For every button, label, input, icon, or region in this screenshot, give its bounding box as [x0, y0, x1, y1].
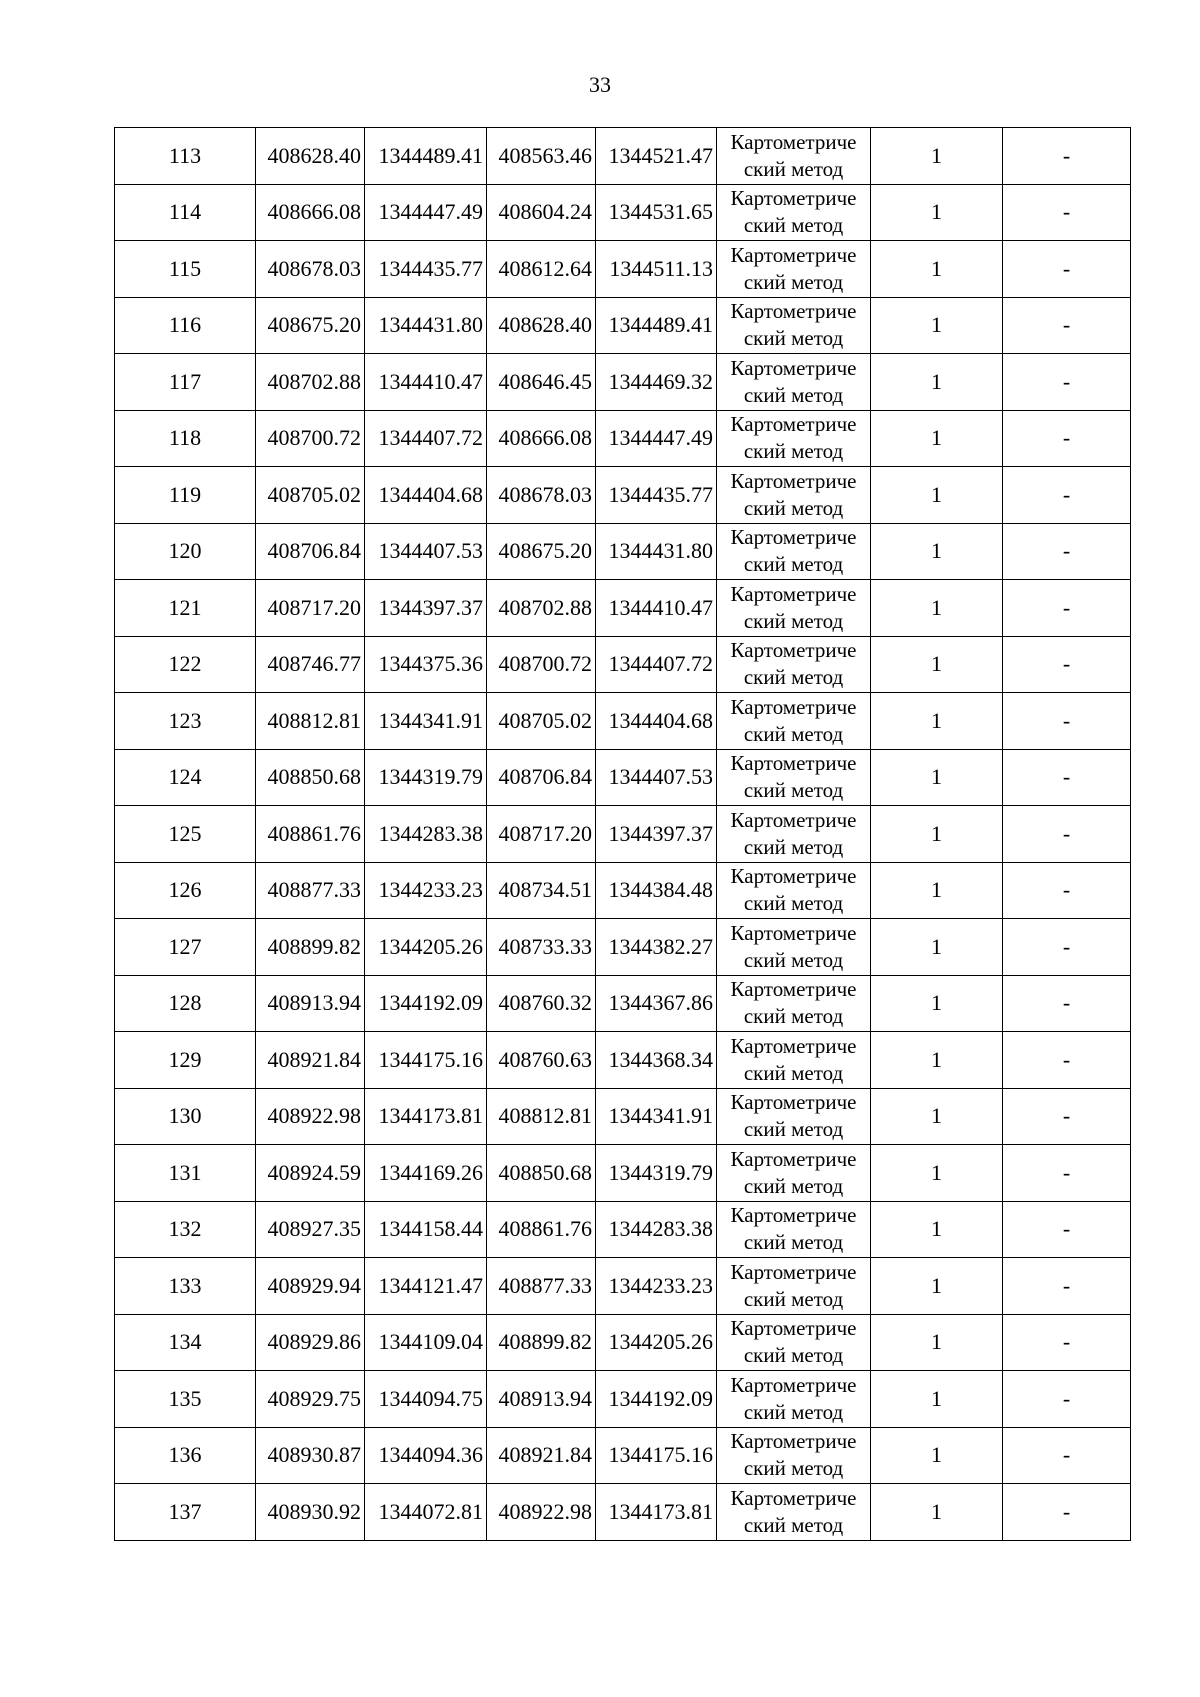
x1-coordinate-cell: 408850.68	[256, 749, 365, 806]
y2-coordinate-cell: 1344384.48	[596, 862, 717, 919]
y1-coordinate-cell: 1344173.81	[365, 1088, 487, 1145]
accuracy-cell: 1	[871, 1258, 1003, 1315]
method-line-1: Картометриче	[730, 638, 857, 663]
y2-coordinate-cell: 1344469.32	[596, 354, 717, 411]
accuracy-cell: 1	[871, 693, 1003, 750]
note-cell: -	[1003, 862, 1131, 919]
point-number-cell: 123	[115, 693, 256, 750]
note-cell: -	[1003, 1032, 1131, 1089]
x1-coordinate-cell: 408930.87	[256, 1427, 365, 1484]
x2-coordinate-cell: 408734.51	[487, 862, 596, 919]
y1-coordinate-cell: 1344397.37	[365, 580, 487, 637]
table-row	[115, 693, 1131, 750]
note-cell: -	[1003, 693, 1131, 750]
x1-coordinate-cell: 408927.35	[256, 1201, 365, 1258]
method-line-1: Картометриче	[730, 412, 857, 437]
table-row	[115, 241, 1131, 298]
y1-coordinate-cell: 1344489.41	[365, 128, 487, 185]
method-line-2: ский метод	[743, 156, 844, 181]
point-number-cell: 126	[115, 862, 256, 919]
note-cell: -	[1003, 1314, 1131, 1371]
y1-coordinate-cell: 1344435.77	[365, 241, 487, 298]
accuracy-cell: 1	[871, 580, 1003, 637]
x1-coordinate-cell: 408930.92	[256, 1484, 365, 1541]
accuracy-cell: 1	[871, 467, 1003, 524]
accuracy-cell: 1	[871, 128, 1003, 185]
method-cell	[717, 580, 871, 637]
note-cell: -	[1003, 410, 1131, 467]
y1-coordinate-cell: 1344375.36	[365, 636, 487, 693]
x1-coordinate-cell: 408812.81	[256, 693, 365, 750]
method-cell	[717, 467, 871, 524]
method-cell	[717, 1201, 871, 1258]
x2-coordinate-cell: 408921.84	[487, 1427, 596, 1484]
y2-coordinate-cell: 1344431.80	[596, 523, 717, 580]
table-row	[115, 1088, 1131, 1145]
accuracy-cell: 1	[871, 1201, 1003, 1258]
accuracy-cell: 1	[871, 1484, 1003, 1541]
coordinates-table	[114, 127, 1131, 1541]
y2-coordinate-cell: 1344283.38	[596, 1201, 717, 1258]
accuracy-cell: 1	[871, 1371, 1003, 1428]
x2-coordinate-cell: 408760.63	[487, 1032, 596, 1089]
x2-coordinate-cell: 408922.98	[487, 1484, 596, 1541]
x2-coordinate-cell: 408717.20	[487, 806, 596, 863]
method-line-1: Картометриче	[730, 1372, 857, 1397]
x2-coordinate-cell: 408628.40	[487, 297, 596, 354]
note-cell: -	[1003, 749, 1131, 806]
method-line-2: ский метод	[743, 1060, 844, 1085]
accuracy-cell: 1	[871, 1145, 1003, 1202]
x1-coordinate-cell: 408705.02	[256, 467, 365, 524]
note-cell: -	[1003, 806, 1131, 863]
y1-coordinate-cell: 1344341.91	[365, 693, 487, 750]
point-number-cell: 136	[115, 1427, 256, 1484]
note-cell: -	[1003, 1371, 1131, 1428]
y1-coordinate-cell: 1344410.47	[365, 354, 487, 411]
point-number-cell: 120	[115, 523, 256, 580]
point-number-cell: 117	[115, 354, 256, 411]
note-cell: -	[1003, 1201, 1131, 1258]
y2-coordinate-cell: 1344397.37	[596, 806, 717, 863]
y2-coordinate-cell: 1344447.49	[596, 410, 717, 467]
method-line-2: ский метод	[743, 1512, 844, 1537]
x1-coordinate-cell: 408929.94	[256, 1258, 365, 1315]
x2-coordinate-cell: 408646.45	[487, 354, 596, 411]
y1-coordinate-cell: 1344407.53	[365, 523, 487, 580]
y2-coordinate-cell: 1344407.53	[596, 749, 717, 806]
method-line-2: ский метод	[743, 1343, 844, 1368]
x2-coordinate-cell: 408612.64	[487, 241, 596, 298]
point-number-cell: 125	[115, 806, 256, 863]
y2-coordinate-cell: 1344489.41	[596, 297, 717, 354]
table-row	[115, 354, 1131, 411]
method-line-1: Картометриче	[730, 1203, 857, 1228]
y2-coordinate-cell: 1344173.81	[596, 1484, 717, 1541]
y2-coordinate-cell: 1344175.16	[596, 1427, 717, 1484]
point-number-cell: 131	[115, 1145, 256, 1202]
y1-coordinate-cell: 1344121.47	[365, 1258, 487, 1315]
method-line-2: ский метод	[743, 1173, 844, 1198]
y2-coordinate-cell: 1344382.27	[596, 919, 717, 976]
method-line-2: ский метод	[743, 608, 844, 633]
method-line-2: ский метод	[743, 552, 844, 577]
point-number-cell: 113	[115, 128, 256, 185]
method-cell	[717, 1258, 871, 1315]
x2-coordinate-cell: 408760.32	[487, 975, 596, 1032]
method-line-2: ский метод	[743, 1004, 844, 1029]
accuracy-cell: 1	[871, 523, 1003, 580]
method-cell	[717, 636, 871, 693]
x2-coordinate-cell: 408675.20	[487, 523, 596, 580]
x2-coordinate-cell: 408913.94	[487, 1371, 596, 1428]
x2-coordinate-cell: 408877.33	[487, 1258, 596, 1315]
method-line-2: ский метод	[743, 1230, 844, 1255]
note-cell: -	[1003, 128, 1131, 185]
method-line-1: Картометриче	[730, 977, 857, 1002]
method-line-2: ский метод	[743, 891, 844, 916]
method-cell	[717, 749, 871, 806]
method-cell	[717, 128, 871, 185]
y2-coordinate-cell: 1344205.26	[596, 1314, 717, 1371]
method-line-1: Картометриче	[730, 694, 857, 719]
y2-coordinate-cell: 1344341.91	[596, 1088, 717, 1145]
y1-coordinate-cell: 1344431.80	[365, 297, 487, 354]
method-line-2: ский метод	[743, 1286, 844, 1311]
x1-coordinate-cell: 408921.84	[256, 1032, 365, 1089]
method-line-2: ский метод	[743, 834, 844, 859]
point-number-cell: 115	[115, 241, 256, 298]
method-cell	[717, 297, 871, 354]
method-line-1: Картометриче	[730, 1146, 857, 1171]
accuracy-cell: 1	[871, 410, 1003, 467]
x1-coordinate-cell: 408700.72	[256, 410, 365, 467]
y1-coordinate-cell: 1344205.26	[365, 919, 487, 976]
table-row	[115, 1258, 1131, 1315]
table-row	[115, 184, 1131, 241]
accuracy-cell: 1	[871, 1314, 1003, 1371]
x2-coordinate-cell: 408861.76	[487, 1201, 596, 1258]
note-cell: -	[1003, 354, 1131, 411]
x2-coordinate-cell: 408706.84	[487, 749, 596, 806]
accuracy-cell: 1	[871, 636, 1003, 693]
y1-coordinate-cell: 1344192.09	[365, 975, 487, 1032]
point-number-cell: 119	[115, 467, 256, 524]
method-line-1: Картометриче	[730, 1090, 857, 1115]
y2-coordinate-cell: 1344319.79	[596, 1145, 717, 1202]
y1-coordinate-cell: 1344283.38	[365, 806, 487, 863]
method-line-1: Картометриче	[730, 355, 857, 380]
note-cell: -	[1003, 975, 1131, 1032]
note-cell: -	[1003, 241, 1131, 298]
x2-coordinate-cell: 408812.81	[487, 1088, 596, 1145]
x2-coordinate-cell: 408733.33	[487, 919, 596, 976]
y1-coordinate-cell: 1344158.44	[365, 1201, 487, 1258]
table-row	[115, 1484, 1131, 1541]
method-line-1: Картометриче	[730, 129, 857, 154]
accuracy-cell: 1	[871, 241, 1003, 298]
point-number-cell: 127	[115, 919, 256, 976]
x1-coordinate-cell: 408922.98	[256, 1088, 365, 1145]
x2-coordinate-cell: 408702.88	[487, 580, 596, 637]
table-row	[115, 128, 1131, 185]
method-cell	[717, 1314, 871, 1371]
method-cell	[717, 806, 871, 863]
table-row	[115, 467, 1131, 524]
accuracy-cell: 1	[871, 297, 1003, 354]
x2-coordinate-cell: 408899.82	[487, 1314, 596, 1371]
method-line-1: Картометриче	[730, 525, 857, 550]
method-line-2: ский метод	[743, 213, 844, 238]
point-number-cell: 114	[115, 184, 256, 241]
method-line-2: ский метод	[743, 1399, 844, 1424]
table-row	[115, 1145, 1131, 1202]
method-cell	[717, 1088, 871, 1145]
method-line-1: Картометриче	[730, 807, 857, 832]
y1-coordinate-cell: 1344447.49	[365, 184, 487, 241]
note-cell: -	[1003, 1258, 1131, 1315]
method-line-1: Картометриче	[730, 242, 857, 267]
accuracy-cell: 1	[871, 354, 1003, 411]
method-line-1: Картометриче	[730, 1033, 857, 1058]
x1-coordinate-cell: 408717.20	[256, 580, 365, 637]
method-cell	[717, 862, 871, 919]
point-number-cell: 134	[115, 1314, 256, 1371]
y1-coordinate-cell: 1344169.26	[365, 1145, 487, 1202]
y2-coordinate-cell: 1344407.72	[596, 636, 717, 693]
accuracy-cell: 1	[871, 1032, 1003, 1089]
method-cell	[717, 184, 871, 241]
method-line-2: ский метод	[743, 1117, 844, 1142]
method-line-2: ский метод	[743, 269, 844, 294]
table-row	[115, 1371, 1131, 1428]
x2-coordinate-cell: 408666.08	[487, 410, 596, 467]
point-number-cell: 129	[115, 1032, 256, 1089]
note-cell: -	[1003, 919, 1131, 976]
table-body	[115, 128, 1131, 1541]
x2-coordinate-cell: 408850.68	[487, 1145, 596, 1202]
x1-coordinate-cell: 408678.03	[256, 241, 365, 298]
method-cell	[717, 1427, 871, 1484]
method-line-2: ский метод	[743, 326, 844, 351]
note-cell: -	[1003, 1088, 1131, 1145]
x1-coordinate-cell: 408861.76	[256, 806, 365, 863]
table-row	[115, 410, 1131, 467]
y1-coordinate-cell: 1344319.79	[365, 749, 487, 806]
method-cell	[717, 919, 871, 976]
x1-coordinate-cell: 408666.08	[256, 184, 365, 241]
y2-coordinate-cell: 1344511.13	[596, 241, 717, 298]
x1-coordinate-cell: 408675.20	[256, 297, 365, 354]
accuracy-cell: 1	[871, 1427, 1003, 1484]
x2-coordinate-cell: 408563.46	[487, 128, 596, 185]
point-number-cell: 118	[115, 410, 256, 467]
y1-coordinate-cell: 1344175.16	[365, 1032, 487, 1089]
method-cell	[717, 1032, 871, 1089]
table-row	[115, 1032, 1131, 1089]
note-cell: -	[1003, 297, 1131, 354]
point-number-cell: 135	[115, 1371, 256, 1428]
x1-coordinate-cell: 408877.33	[256, 862, 365, 919]
y2-coordinate-cell: 1344521.47	[596, 128, 717, 185]
method-line-1: Картометриче	[730, 751, 857, 776]
x2-coordinate-cell: 408678.03	[487, 467, 596, 524]
x2-coordinate-cell: 408604.24	[487, 184, 596, 241]
note-cell: -	[1003, 636, 1131, 693]
y2-coordinate-cell: 1344192.09	[596, 1371, 717, 1428]
point-number-cell: 128	[115, 975, 256, 1032]
point-number-cell: 122	[115, 636, 256, 693]
point-number-cell: 137	[115, 1484, 256, 1541]
point-number-cell: 130	[115, 1088, 256, 1145]
y1-coordinate-cell: 1344233.23	[365, 862, 487, 919]
method-line-1: Картометриче	[730, 468, 857, 493]
page-number: 33	[589, 72, 611, 97]
point-number-cell: 133	[115, 1258, 256, 1315]
table-row	[115, 862, 1131, 919]
method-line-1: Картометриче	[730, 581, 857, 606]
method-cell	[717, 354, 871, 411]
x2-coordinate-cell: 408700.72	[487, 636, 596, 693]
method-line-2: ский метод	[743, 439, 844, 464]
table-row	[115, 636, 1131, 693]
method-line-2: ский метод	[743, 721, 844, 746]
y1-coordinate-cell: 1344072.81	[365, 1484, 487, 1541]
note-cell: -	[1003, 1145, 1131, 1202]
x1-coordinate-cell: 408746.77	[256, 636, 365, 693]
note-cell: -	[1003, 523, 1131, 580]
accuracy-cell: 1	[871, 749, 1003, 806]
method-cell	[717, 523, 871, 580]
method-line-2: ский метод	[743, 947, 844, 972]
accuracy-cell: 1	[871, 862, 1003, 919]
y1-coordinate-cell: 1344094.75	[365, 1371, 487, 1428]
y1-coordinate-cell: 1344109.04	[365, 1314, 487, 1371]
method-line-2: ский метод	[743, 665, 844, 690]
x1-coordinate-cell: 408706.84	[256, 523, 365, 580]
method-line-1: Картометриче	[730, 299, 857, 324]
table-row	[115, 1314, 1131, 1371]
table-row	[115, 523, 1131, 580]
y2-coordinate-cell: 1344531.65	[596, 184, 717, 241]
x1-coordinate-cell: 408929.86	[256, 1314, 365, 1371]
method-cell	[717, 975, 871, 1032]
point-number-cell: 132	[115, 1201, 256, 1258]
note-cell: -	[1003, 1427, 1131, 1484]
method-cell	[717, 410, 871, 467]
table-row	[115, 580, 1131, 637]
point-number-cell: 124	[115, 749, 256, 806]
table-row	[115, 297, 1131, 354]
point-number-cell: 116	[115, 297, 256, 354]
method-cell	[717, 693, 871, 750]
table-row	[115, 975, 1131, 1032]
method-cell	[717, 241, 871, 298]
point-number-cell: 121	[115, 580, 256, 637]
method-line-1: Картометриче	[730, 864, 857, 889]
y2-coordinate-cell: 1344404.68	[596, 693, 717, 750]
method-cell	[717, 1371, 871, 1428]
method-line-1: Картометриче	[730, 1259, 857, 1284]
note-cell: -	[1003, 467, 1131, 524]
y2-coordinate-cell: 1344233.23	[596, 1258, 717, 1315]
note-cell: -	[1003, 580, 1131, 637]
x1-coordinate-cell: 408929.75	[256, 1371, 365, 1428]
x1-coordinate-cell: 408924.59	[256, 1145, 365, 1202]
accuracy-cell: 1	[871, 806, 1003, 863]
note-cell: -	[1003, 1484, 1131, 1541]
y2-coordinate-cell: 1344410.47	[596, 580, 717, 637]
method-cell	[717, 1145, 871, 1202]
method-line-2: ский метод	[743, 495, 844, 520]
x2-coordinate-cell: 408705.02	[487, 693, 596, 750]
y2-coordinate-cell: 1344367.86	[596, 975, 717, 1032]
table-row	[115, 749, 1131, 806]
accuracy-cell: 1	[871, 184, 1003, 241]
x1-coordinate-cell: 408628.40	[256, 128, 365, 185]
accuracy-cell: 1	[871, 1088, 1003, 1145]
method-line-2: ский метод	[743, 778, 844, 803]
method-line-2: ский метод	[743, 382, 844, 407]
y1-coordinate-cell: 1344407.72	[365, 410, 487, 467]
table-row	[115, 1201, 1131, 1258]
y1-coordinate-cell: 1344094.36	[365, 1427, 487, 1484]
table-row	[115, 806, 1131, 863]
x1-coordinate-cell: 408913.94	[256, 975, 365, 1032]
method-line-1: Картометриче	[730, 920, 857, 945]
table-row	[115, 919, 1131, 976]
x1-coordinate-cell: 408702.88	[256, 354, 365, 411]
y1-coordinate-cell: 1344404.68	[365, 467, 487, 524]
note-cell: -	[1003, 184, 1131, 241]
x1-coordinate-cell: 408899.82	[256, 919, 365, 976]
method-line-2: ский метод	[743, 1456, 844, 1481]
accuracy-cell: 1	[871, 919, 1003, 976]
method-line-1: Картометриче	[730, 1316, 857, 1341]
y2-coordinate-cell: 1344435.77	[596, 467, 717, 524]
method-cell	[717, 1484, 871, 1541]
method-line-1: Картометриче	[730, 1485, 857, 1510]
method-line-1: Картометриче	[730, 186, 857, 211]
table-row	[115, 1427, 1131, 1484]
accuracy-cell: 1	[871, 975, 1003, 1032]
method-line-1: Картометриче	[730, 1429, 857, 1454]
y2-coordinate-cell: 1344368.34	[596, 1032, 717, 1089]
